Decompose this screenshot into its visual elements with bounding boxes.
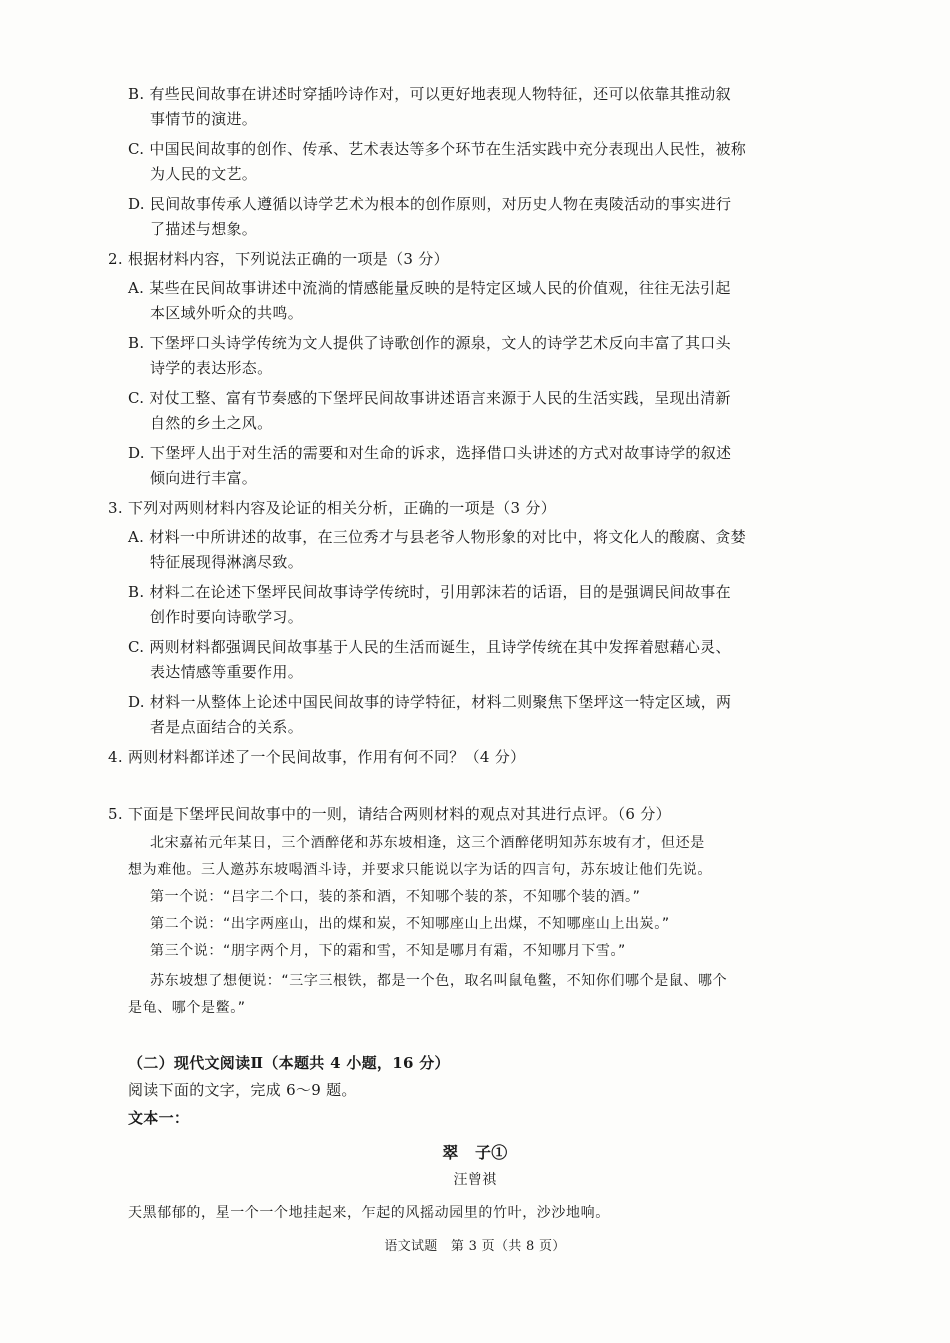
q3-stem: 3. 下列对两则材料内容及论证的相关分析，正确的一项是（3 分） bbox=[108, 499, 556, 517]
article-first-line: 天黑郁郁的，星一个一个地挂起来，乍起的风摇动园里的竹叶，沙沙地响。 bbox=[128, 1205, 610, 1221]
q2-option-d-line1: D. 下堡坪人出于对生活的需要和对生命的诉求，选择借口头讲述的方式对故事诗学的叙述 bbox=[128, 444, 732, 462]
q2-option-d-line2: 倾向进行丰富。 bbox=[150, 469, 258, 487]
q2-stem: 2. 根据材料内容，下列说法正确的一项是（3 分） bbox=[108, 250, 449, 268]
q1-option-d-line2: 了描述与想象。 bbox=[150, 220, 258, 238]
q1-option-d-line1: D. 民间故事传承人遵循以诗学艺术为根本的创作原则，对历史人物在夷陵活动的事实进行 bbox=[128, 195, 732, 213]
q2-option-a-line2: 本区域外听众的共鸣。 bbox=[150, 304, 304, 322]
q1-option-c-line2: 为人民的文艺。 bbox=[150, 165, 258, 183]
section-heading: （二）现代文阅读Ⅱ（本题共 4 小题，16 分） bbox=[128, 1054, 450, 1072]
q2-option-b-line2: 诗学的表达形态。 bbox=[150, 359, 273, 377]
q1-option-b-line2: 事情节的演进。 bbox=[150, 110, 258, 128]
q5-story-line5: 第三个说：“朋字两个月，下的霜和雪，不知是哪月有霜，不知哪月下雪。” bbox=[150, 943, 626, 959]
q2-option-c-line2: 自然的乡土之风。 bbox=[150, 414, 273, 432]
q4-stem: 4. 两则材料都详述了一个民间故事，作用有何不同？（4 分） bbox=[108, 748, 526, 766]
q5-story-line2: 想为难他。三人邀苏东坡喝酒斗诗，并要求只能说以字为话的四言句，苏东坡让他们先说。 bbox=[128, 862, 712, 878]
text-label: 文本一： bbox=[128, 1109, 190, 1127]
q3-option-b-line1: B. 材料二在论述下堡坪民间故事诗学传统时，引用郭沫若的话语，目的是强调民间故事在 bbox=[128, 583, 731, 601]
q5-story-line1: 北宋嘉祐元年某日，三个酒醉佬和苏东坡相逢，这三个酒醉佬明知苏东坡有才，但还是 bbox=[150, 835, 705, 851]
q3-option-c-line2: 表达情感等重要作用。 bbox=[150, 663, 304, 681]
section-instruction: 阅读下面的文字，完成 6～9 题。 bbox=[128, 1081, 357, 1099]
q3-option-b-line2: 创作时要向诗歌学习。 bbox=[150, 608, 304, 626]
q3-option-a-line1: A. 材料一中所讲述的故事，在三位秀才与县老爷人物形象的对比中，将文化人的酸腐、贪婪 bbox=[128, 528, 746, 546]
article-title: 翠 子① bbox=[442, 1143, 508, 1162]
q2-option-a-line1: A. 某些在民间故事讲述中流淌的情感能量反映的是特定区域人民的价值观，往往无法引起 bbox=[128, 279, 731, 297]
q3-option-d-line1: D. 材料一从整体上论述中国民间故事的诗学特征，材料二则聚焦下堡坪这一特定区域，两 bbox=[128, 693, 732, 711]
q3-option-c-line1: C. 两则材料都强调民间故事基于人民的生活而诞生，且诗学传统在其中发挥着慰藉心灵、 bbox=[128, 638, 731, 656]
q3-option-a-line2: 特征展现得淋漓尽致。 bbox=[150, 553, 304, 571]
q1-option-c-line1: C. 中国民间故事的创作、传承、艺术表达等多个环节在生活实践中充分表现出人民性，被称 bbox=[128, 140, 747, 158]
q5-stem: 5. 下面是下堡坪民间故事中的一则，请结合两则材料的观点对其进行点评。（6 分） bbox=[108, 805, 671, 823]
q1-option-b-line1: B. 有些民间故事在讲述时穿插吟诗作对，可以更好地表现人物特征，还可以依靠其推动叙 bbox=[128, 85, 731, 103]
q5-story-line3: 第一个说：“吕字二个口，装的茶和酒，不知哪个装的茶，不知哪个装的酒。” bbox=[150, 889, 641, 905]
q5-story-line7: 是龟、哪个是鳖。” bbox=[128, 1000, 246, 1016]
q2-option-b-line1: B. 下堡坪口头诗学传统为文人提供了诗歌创作的源泉，文人的诗学艺术反向丰富了其口头 bbox=[128, 334, 731, 352]
page-footer: 语文试题 第 3 页（共 8 页） bbox=[384, 1239, 566, 1254]
q5-story-line6: 苏东坡想了想便说：“三字三根铁，都是一个色，取名叫鼠龟鳖，不知你们哪个是鼠、哪个 bbox=[150, 973, 728, 989]
q2-option-c-line1: C. 对仗工整、富有节奏感的下堡坪民间故事讲述语言来源于人民的生活实践，呈现出清新 bbox=[128, 389, 731, 407]
q5-story-line4: 第二个说：“出字两座山，出的煤和炭，不知哪座山上出煤，不知哪座山上出炭。” bbox=[150, 916, 670, 932]
article-author: 汪曾祺 bbox=[453, 1172, 497, 1188]
q3-option-d-line2: 者是点面结合的关系。 bbox=[150, 718, 304, 736]
